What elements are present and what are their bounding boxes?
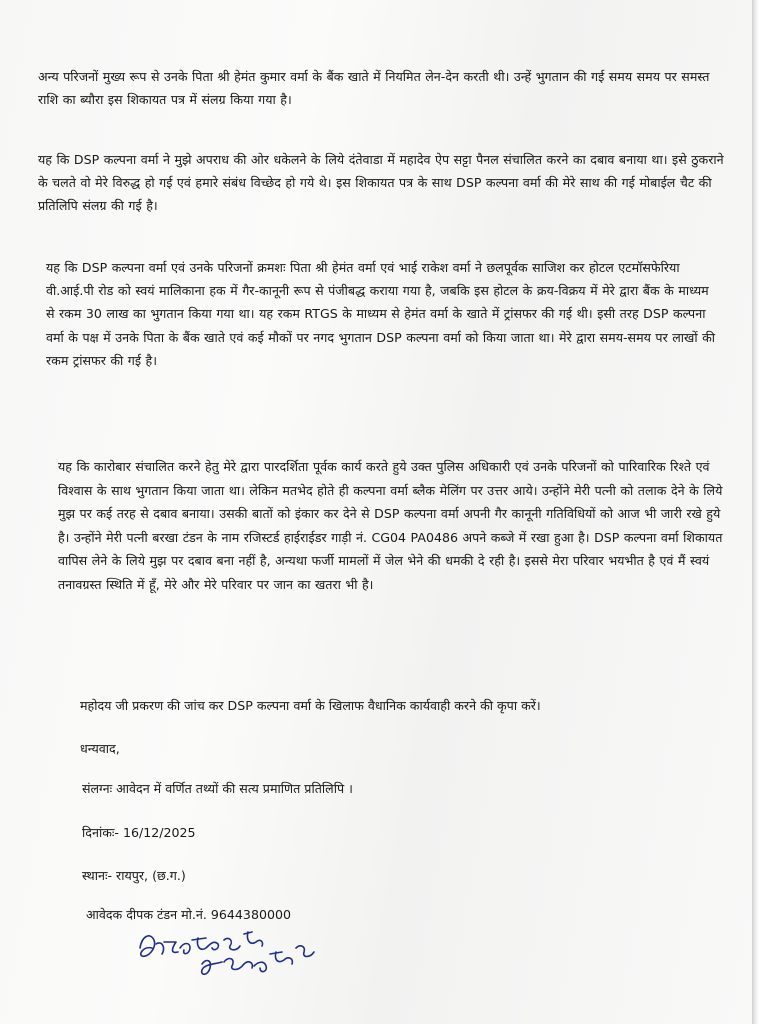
paragraph-3: यह कि DSP कल्पना वर्मा एवं उनके परिजनों क्रमशः पिता श्री हेमंत वर्मा एवं भाई राकेश वर्मा ने छलपूर्वक साजिश कर होटल एटमॉसफेरिया वी.आई.पी रोड को स्वयं मालिकाना हक में गैर-कानूनी रूप से पंजीबद्ध कराया गया है, जबकि इस होटल के क्रय-विक्रय में मेरे द्वारा बैंक के माध्यम से रकम 30 लाख का भुगतान किया गया था। यह रकम RTGS के माध्यम से हेमंत वर्मा के खाते में ट्रांसफर की गई थी। इसी तरह DSP कल्पना वर्मा के पक्ष में उनके पिता के बैंक खाते एवं कई मौकों पर नगद भुगतान DSP कल्पना वर्मा को किया जाता था। मेरे द्वारा समय-समय पर लाखों की रकम ट्रांसफर की गई है। bbox=[46, 260, 716, 368]
handwritten-signature bbox=[132, 918, 332, 986]
request-line: महोदय जी प्रकरण की जांच कर DSP कल्पना वर्मा के खिलाफ वैधानिक कार्यवाही करने की कृपा करें। bbox=[80, 698, 541, 713]
closing-line: धन्यवाद, bbox=[80, 741, 120, 756]
applicant-line: आवेदक दीपक टंडन मो.नं. 9644380000 bbox=[86, 907, 292, 922]
paragraph-1: अन्य परिजनों मुख्य रूप से उनके पिता श्री हेमंत कुमार वर्मा के बैंक खाते में नियमित लेन-देन करती थी। उन्हें भुगतान की गई समय समय पर समस्त राशि का ब्यौरा इस शिकायत पत्र में संलग्र किया गया है। bbox=[38, 69, 710, 108]
paragraph-4: यह कि कारोबार संचालित करने हेतु मेरे द्वारा पारदर्शिता पूर्वक कार्य करते हुये उक्त पुलिस अधिकारी एवं उनके परिजनों को पारिवारिक रिश्ते एवं विश्वास के साथ भुगतान किया जाता था। लेकिन मतभेद होते ही कल्पना वर्मा ब्लैक मेलिंग पर उत्तर आये। उन्होंने मेरी पत्नी को तलाक देने के लिये मुझ पर कई तरह से दबाव बनाया। उसकी बातों को इंकार कर देने से DSP कल्पना वर्मा अपनी गैर कानूनी गतिविधियों को आज भी जारी रखे हुये है। उन्होंने मेरी पत्नी बरखा टंडन के नाम रजिस्टर्ड हाईराईडर गाड़ी नं. CG04 PA0486 अपने कब्जे में रखा हुआ है। DSP कल्पना वर्मा शिकायत वापिस लेने के लिये मुझ पर दबाव बना नहीं है, अन्यथा फर्जी मामलों में जेल भेने की धमकी दे रही है। इससे मेरा परिवार भयभीत है एवं मैं स्वयं तनावग्रस्त स्थिति में हूँ, मेरे और मेरे परिवार पर जान का खतरा भी है। bbox=[58, 459, 723, 592]
enclosure-line: संलग्नः आवेदन में वर्णित तथ्यों की सत्य प्रमाणित प्रतिलिपि । bbox=[82, 781, 353, 796]
page-edge bbox=[752, 0, 759, 1024]
paragraph-2: यह कि DSP कल्पना वर्मा ने मुझे अपराध की ओर धकेलने के लिये दंतेवाडा में महादेव ऐप सट्टा पैनल संचालित करने का दबाव बनाया था। इसे ठुकराने के चलते वो मेरे विरुद्ध हो गई एवं हमारे संबंध विच्छेद हो गये थे। इस शिकायत पत्र के साथ DSP कल्पना वर्मा की मेरे साथ की गई मोबाईल चैट की प्रतिलिपि संलग्र की गई है। bbox=[38, 152, 724, 214]
date-line: दिनांकः- 16/12/2025 bbox=[82, 825, 196, 840]
place-line: स्थानः- रायपुर, (छ.ग.) bbox=[82, 868, 186, 883]
